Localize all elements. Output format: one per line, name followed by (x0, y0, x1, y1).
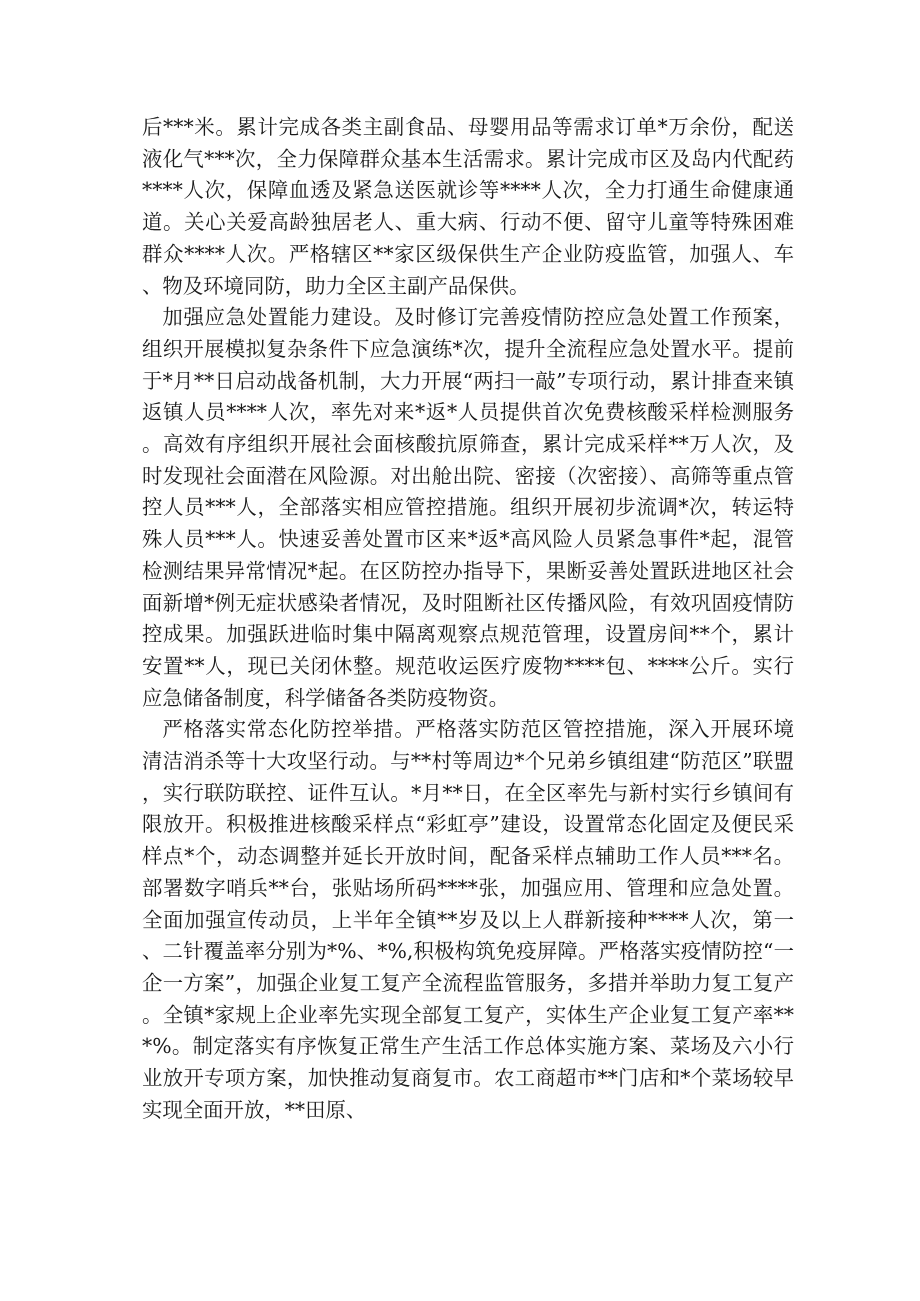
paragraph-emergency-response: 加强应急处置能力建设。及时修订完善疫情防控应急处置工作预案，组织开展模拟复杂条件下应急演练*次，提升全流程应急处置水平。提前于*月**日启动战备机制，大力开展“两扫一敲”专项行动，累计排查来镇返镇人员****人次，率先对来*返*人员提供首次免费核酸采样检测服务。高效有序组织开展社会面核酸抗原筛查，累计完成采样**万人次，及时发现社会面潜在风险源。对出舱出院、密接（次密接）、高筛等重点管控人员***人，全部落实相应管控措施。组织开展初步流调*次，转运特殊人员***人。快速妥善处置市区来*返*高风险人员紧急事件*起，混管检测结果异常情况*起。在区防控办指导下，果断妥善处置跃进地区社会面新增*例无症状感染者情况，及时阻断社区传播风险，有效巩固疫情防控成果。加强跃进临时集中隔离观察点规范管理，设置房间**个，累计安置**人，现已关闭休整。规范收运医疗废物****包、****公斤。实行应急储备制度，科学储备各类防疫物资。 (142, 305, 794, 710)
paragraph-continuation: 后***米。累计完成各类主副食品、母婴用品等需求订单*万余份，配送液化气***次，全力保障群众基本生活需求。累计完成市区及岛内代配药****人次，保障血透及紧急送医就诊等****人次，全力打通生命健康通道。关心关爱高龄独居老人、重大病、行动不便、留守儿童等特殊困难群众****人次。严格辖区**家区级保供生产企业防疫监管，加强人、车、物及环境同防，助力全区主副产品保供。 (142, 115, 794, 298)
document-body (142, 112, 794, 1127)
paragraph-normalized-prevention: 严格落实常态化防控举措。严格落实防范区管控措施，深入开展环境清洁消杀等十大攻坚行动。与**村等周边*个兄弟乡镇组建“防范区”联盟，实行联防联控、证件互认。*月**日，在全区率先与新村实行乡镇间有限放开。积极推进核酸采样点“彩虹亭”建设，设置常态化固定及便民采样点*个，动态调整并延长开放时间，配备采样点辅助工作人员***名。部署数字哨兵**台，张贴场所码****张，加强应用、管理和应急处置。全面加强宣传动员，上半年全镇**岁及以上人群新接种****人次，第一、二针覆盖率分别为*%、*%,积极构筑免疫屏障。严格落实疫情防控“一企一方案”，加强企业复工复产全流程监管服务，多措并举助力复工复产。全镇*家规上企业率先实现全部复工复产，实体生产企业复工复产率***%。制定落实有序恢复正常生产生活工作总体实施方案、菜场及六小行业放开专项方案，加快推动复商复市。农工商超市**门店和*个菜场较早实现全面开放，**田原、 (142, 717, 794, 1122)
